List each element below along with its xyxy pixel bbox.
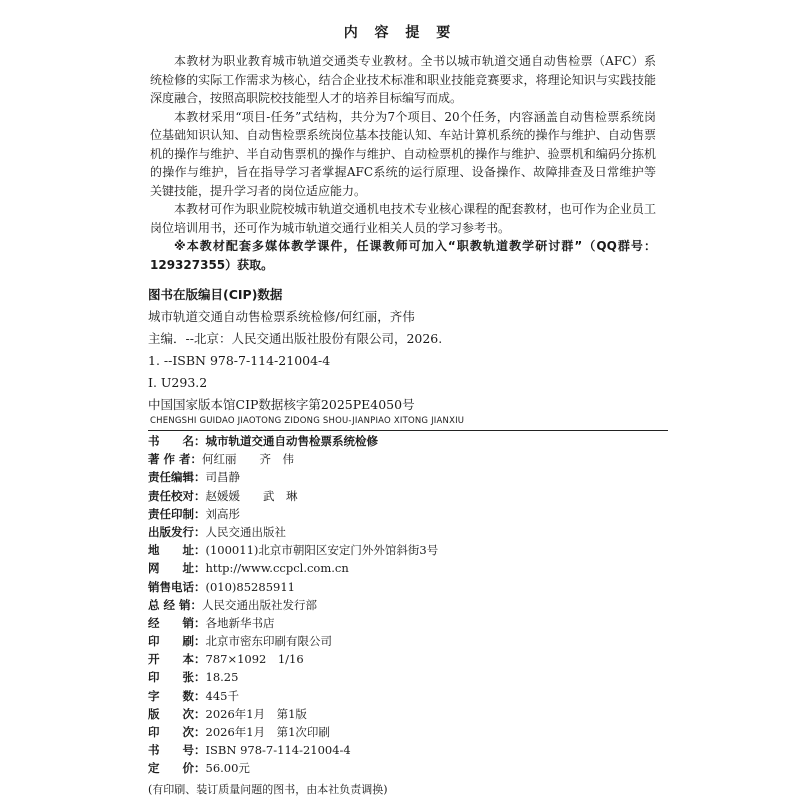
row-value: 刘高彤 (205, 506, 240, 521)
row-key: 责任印制： (148, 506, 206, 521)
row-key: 责任编辑： (148, 470, 206, 485)
colophon-row (148, 651, 668, 669)
row-value: 司昌静 (205, 470, 240, 485)
quality-note: (有印刷、装订质量问题的图书，由本社负责调换) (148, 782, 388, 796)
row-key: 出版发行： (148, 524, 206, 539)
abstract-paragraph: 本教材采用“项目-任务”式结构，共分为7个项目、20个任务，内容涵盖自动售检票系统岗位基础知识认知、自动售检票系统岗位基本技能认知、车站计算机系统的操作与维护、自动售票机的操作与维护、半自动售票机的操作与维护、自动检票机的操作与维护、验票机和编码分拣机的操作与维护，旨在指导学习者掌握AFC系统的运行原理、设备操作、故障排查及日常维护等关键技能，提升学习者的岗位适应能力。 (150, 109, 656, 198)
cip-line: 城市轨道交通自动售检票系统检修/何红丽，齐伟 (148, 309, 415, 324)
colophon-row (148, 469, 668, 487)
row-key: 开 本： (148, 652, 206, 667)
row-key: 网 址： (148, 561, 206, 576)
cip-line: 1. --ISBN 978-7-114-21004-4 (148, 353, 331, 368)
colophon (148, 430, 668, 797)
colophon-row (148, 542, 668, 560)
row-value: 18.25 (205, 670, 239, 685)
row-key: 字 数： (148, 688, 206, 703)
colophon-row (148, 724, 668, 742)
content-abstract (150, 52, 656, 274)
row-key: 责任校对： (148, 488, 206, 503)
row-value: 何红丽 齐 伟 (202, 452, 295, 467)
row-value: ISBN 978-7-114-21004-4 (205, 743, 351, 758)
row-key: 版 次： (148, 706, 206, 721)
colophon-row (148, 524, 668, 542)
pinyin-title: CHENGSHI GUIDAO JIAOTONG ZIDONG SHOU-JIANPIAO XITONG JIANXIU (150, 416, 465, 426)
row-value: 城市轨道交通自动售检票系统检修 (205, 434, 378, 448)
page-title: 内 容 提 要 (343, 25, 457, 41)
row-value: 787×1092 1/16 (205, 652, 304, 667)
courseware-note: ※本教材配套多媒体教学课件，任课教师可加入“职教轨道教学研讨群”（QQ群号：129327355）获取。 (150, 239, 656, 272)
colophon-row (148, 579, 668, 597)
colophon-row (148, 597, 668, 615)
row-value: 人民交通出版社发行部 (202, 597, 318, 612)
colophon-row (148, 706, 668, 724)
row-key: 经 销： (148, 615, 206, 630)
row-value: 445千 (205, 688, 239, 703)
colophon-row (148, 488, 668, 506)
abstract-paragraph: 本教材可作为职业院校城市轨道交通机电技术专业核心课程的配套教材，也可作为企业员工岗位培训用书，还可作为城市轨道交通行业相关人员的学习参考书。 (150, 202, 656, 235)
row-value: 北京市密东印刷有限公司 (205, 634, 332, 649)
colophon-row (148, 560, 668, 578)
row-value: 赵媛媛 武 琳 (205, 488, 298, 503)
row-value: (010)85285911 (205, 579, 295, 594)
cip-line: 主编．--北京：人民交通出版社股份有限公司，2026. (148, 331, 443, 346)
colophon-row (148, 633, 668, 651)
colophon-row (148, 451, 668, 469)
row-key: 印 张： (148, 670, 206, 685)
row-key: 销售电话： (148, 579, 206, 594)
row-value: http://www.ccpcl.com.cn (205, 561, 349, 576)
row-value: 人民交通出版社 (205, 524, 286, 539)
row-value: 各地新华书店 (205, 615, 275, 630)
row-key: 定 价： (148, 761, 206, 776)
row-value: 2026年1月 第1次印刷 (205, 725, 330, 739)
cip-line: Ⅰ. U293.2 (148, 375, 208, 390)
cip-line: 中国国家版本馆CIP数据核字第2025PE4050号 (148, 397, 415, 412)
cip-data-block (148, 284, 668, 416)
colophon-row (148, 615, 668, 633)
row-key: 书 名： (148, 434, 206, 448)
row-key: 著 作 者： (148, 452, 203, 467)
colophon-row (148, 760, 668, 778)
row-value: (100011)北京市朝阳区安定门外外馆斜街3号 (205, 543, 439, 558)
row-value: 56.00元 (205, 761, 250, 776)
row-key: 总 经 销： (148, 597, 203, 612)
colophon-row (148, 742, 668, 760)
row-key: 印 刷： (148, 634, 206, 649)
abstract-paragraph: 本教材为职业教育城市轨道交通类专业教材。全书以城市轨道交通自动售检票（AFC）系统检修的实际工作需求为核心，结合企业技术标准和职业技能竞赛要求，将理论知识与实践技能深度融合，按照高职院校技能型人才的培养目标编写而成。 (150, 54, 656, 105)
colophon-row (148, 688, 668, 706)
colophon-row-title (148, 433, 668, 451)
colophon-row (148, 506, 668, 524)
colophon-row (148, 669, 668, 687)
row-key: 书 号： (148, 743, 206, 758)
row-key: 地 址： (148, 543, 206, 558)
row-key: 印 次： (148, 725, 206, 739)
row-value: 2026年1月 第1版 (205, 706, 307, 721)
cip-heading: 图书在版编目(CIP)数据 (148, 287, 283, 302)
